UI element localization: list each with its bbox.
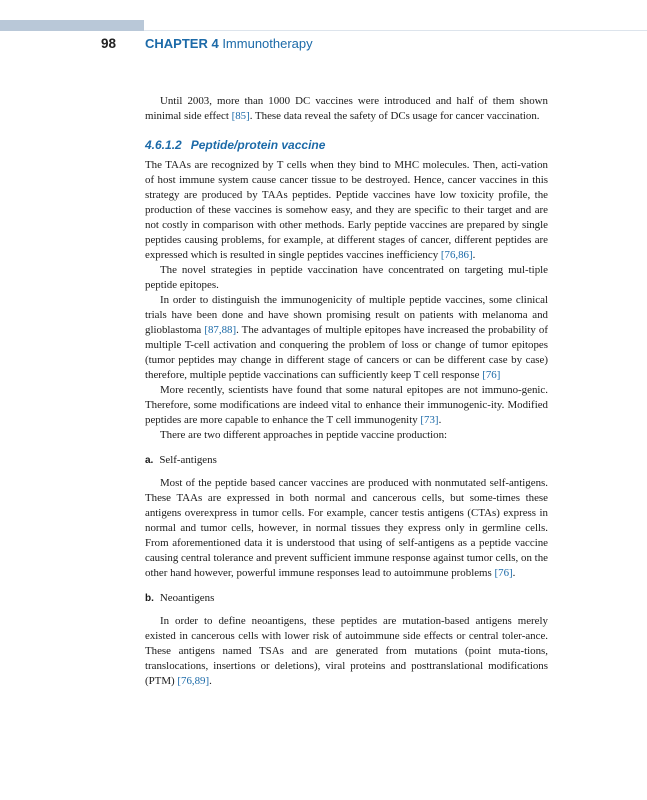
chapter-title: Immunotherapy — [222, 36, 313, 51]
paragraph-1: The TAAs are recognized by T cells when they bind to MHC molecules. Then, acti-vation of host immune system cause cancer tissue to be destroyed. Hence, cancer vaccines in this strategy are produced by TAAs peptides. Peptide vaccines have low toxicity profile, the production of these vaccines is somehow easy, and they are specific to their target and are not costly in comparison with other methods. Early peptide vaccines are prepared by single peptides causing problems, for example, at different stages of cancer, different peptides are expressed which is resulted in single peptides vaccines inefficiency [76,86]. — [145, 159, 548, 261]
paragraph-3: In order to distinguish the immunogenicity of multiple peptide vaccines, some clinical trials have been done and have shown promising result on patients with melanoma and glioblastoma [87,88]. The advantages of multiple epitopes have increased the probability of multiple T-cell activation and conquering the problem of loss or change of tumor epitopes (tumor peptides may change in different stage of cancers or can be different case by case) therefore, multiple peptide vaccinations can sufficiently keep T cell response [76] — [145, 294, 549, 381]
section-title: Peptide/protein vaccine — [190, 138, 326, 152]
intro-paragraph: Until 2003, more than 1000 DC vaccines were introduced and half of them shown minimal side effect [85]. These data reveal the safety of DCs usage for cancer vaccination. — [145, 95, 548, 122]
list-letter: a. — [145, 455, 154, 466]
list-letter: b. — [145, 593, 154, 604]
citation-link[interactable]: [76] — [494, 567, 513, 579]
list-item-a-text: Most of the peptide based cancer vaccines are produced with nonmutated self-antigens. These TAAs are expressed in both normal and cancerous cells, but some-times these antigens overexpress in tumor cells. For example, cancer testis antigens (CTAs) express in normal and tumor cells, however, in normal tissues they express only in germline cells. From aforementioned data it is understood that using of self-antigens as a peptide vaccine causing central tolerance and prevent sufficient immune response against tumor cells, on the other hand however, powerful immune responses lead to autoimmune problems [76]. — [145, 477, 548, 579]
header-rule — [144, 30, 647, 31]
citation-link[interactable]: [85] — [231, 110, 250, 122]
section-heading — [145, 138, 548, 152]
list-item-b-text: In order to define neoantigens, these peptides are mutation-based antigens merely existed in cancerous cells with lower risk of autoimmune side effects or central toler-ance. These antigens named TSAs and are generated from mutations (point muta-tions, translocations, insertions or deletions), viral proteins and posttranslational modifications (PTM) [76,89]. — [145, 615, 548, 687]
list-label-text: Neoantigens — [159, 592, 215, 604]
chapter-label: CHAPTER 4 — [145, 36, 219, 51]
section-number: 4.6.1.2 — [145, 138, 182, 152]
citation-link[interactable]: [73] — [420, 414, 439, 426]
list-label-text: Self-antigens — [159, 454, 217, 466]
citation-link[interactable]: [76,89] — [177, 675, 210, 687]
list-item-b-label — [145, 591, 548, 606]
citation-link[interactable]: [87,88] — [204, 324, 237, 336]
paragraph-4: More recently, scientists have found that some natural epitopes are not immuno-genic. Therefore, some modifications are indeed vital to enhance their immunogenic-ity. Modified peptides are more capable to enhance the T cell immunogenity [73]. — [145, 384, 548, 426]
paragraph-5: There are two different approaches in peptide vaccine production: — [160, 429, 448, 441]
header-accent-bar — [0, 20, 144, 31]
paragraph-2: The novel strategies in peptide vaccination have concentrated on targeting mul-tiple peptide epitopes. — [145, 264, 548, 291]
citation-link[interactable]: [76] — [482, 369, 501, 381]
citation-link[interactable]: [76,86] — [440, 249, 473, 261]
page-number: 98 — [101, 36, 117, 51]
list-item-a-label — [145, 453, 548, 468]
page-body — [145, 94, 548, 689]
running-header — [0, 36, 647, 54]
chapter-heading — [145, 36, 313, 51]
